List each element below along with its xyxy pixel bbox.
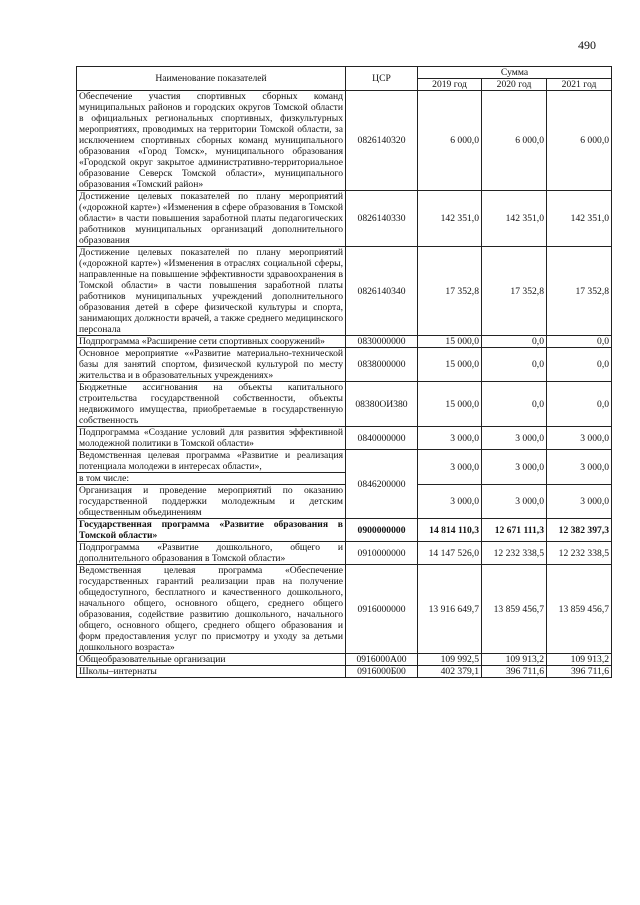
- row-code: 0830000000: [346, 336, 418, 348]
- row-value-2021: 396 711,6: [547, 666, 612, 678]
- row-value-2020: 396 711,6: [482, 666, 547, 678]
- table-row: [77, 565, 612, 654]
- row-name: Подпрограмма «Развитие дошкольного, общего и дополнительного образования в Томской области»: [77, 542, 346, 565]
- row-name: Организация и проведение мероприятий по оказанию государственной поддержки молодежным и детским общественным объединениям: [77, 485, 346, 519]
- row-value-2020: 12 671 111,3: [482, 519, 547, 542]
- row-value-2020: 17 352,8: [482, 247, 547, 336]
- row-value-2020: 13 859 456,7: [482, 565, 547, 654]
- page-number: 490: [578, 38, 596, 52]
- row-name: Обеспечение участия спортивных сборных команд муниципальных районов и городских округов Томской области в официальных региональных спортивных, физкультурных мероприятиях, проводимых на территории Томской области, за исключением спортивных сборных команд муниципального образования «Город Томск», муниципального образования «Городской округ закрытое административно-территориальное образование Северск Томской области», муниципального образования «Томский район»: [77, 91, 346, 191]
- row-value-2021: 0,0: [547, 348, 612, 382]
- row-value-2020: 6 000,0: [482, 91, 547, 191]
- row-value-2019: 14 814 110,3: [418, 519, 482, 542]
- row-value-2021: 12 232 338,5: [547, 542, 612, 565]
- row-value-2019: 14 147 526,0: [418, 542, 482, 565]
- row-code: 0916000000: [346, 565, 418, 654]
- row-name: Достижение целевых показателей по плану мероприятий («дорожной карте») «Изменения в сфере образования в Томской области» в части повышения заработной платы педагогических работников муниципальных организаций дополнительного образования: [77, 191, 346, 247]
- row-value-2021: 12 382 397,3: [547, 519, 612, 542]
- row-value-2019: 17 352,8: [418, 247, 482, 336]
- row-value-2021: 3 000,0: [547, 485, 612, 519]
- row-code: 0826140320: [346, 91, 418, 191]
- row-code: 0826140330: [346, 191, 418, 247]
- row-name: Школы–интернаты: [77, 666, 346, 678]
- row-code: 0910000000: [346, 542, 418, 565]
- row-value-2021: 142 351,0: [547, 191, 612, 247]
- row-code: 0900000000: [346, 519, 418, 542]
- row-name: Достижение целевых показателей по плану мероприятий («дорожной карте») «Изменения в отраслях социальной сферы, направленные на повышение эффективности здравоохранения в Томской области» в части повышения заработной платы работников муниципальных учреждений дополнительного образования детей в сфере физической культуры и спорта, занимающих должности врачей, а также среднего медицинского персонала: [77, 247, 346, 336]
- row-value-2020: 0,0: [482, 348, 547, 382]
- row-value-2021: 3 000,0: [547, 450, 612, 485]
- row-value-2019: 6 000,0: [418, 91, 482, 191]
- row-sublabel: в том числе:: [77, 473, 346, 485]
- row-value-2021: 6 000,0: [547, 91, 612, 191]
- table-row: [77, 666, 612, 678]
- table-row: [77, 191, 612, 247]
- header-year-2021: 2021 год: [547, 79, 612, 91]
- row-name: Подпрограмма «Расширение сети спортивных сооружений»: [77, 336, 346, 348]
- row-value-2021: 109 913,2: [547, 654, 612, 666]
- row-value-2020: 3 000,0: [482, 427, 547, 450]
- row-name: Общеобразовательные организации: [77, 654, 346, 666]
- table-row: [77, 91, 612, 191]
- row-name: Ведомственная целевая программа «Обеспечение государственных гарантий реализации прав на получение общедоступного, бесплатного и качественного дошкольного, начального общего, основного общего, среднего общего образования, содействие развитию дошкольного, начального общего, основного общего, среднего общего образования и форм предоставления услуг по присмотру и уходу за детьми дошкольного возраста»: [77, 565, 346, 654]
- row-value-2019: 3 000,0: [418, 450, 482, 485]
- row-name: Государственная программа «Развитие образования в Томской области»: [77, 519, 346, 542]
- row-value-2021: 3 000,0: [547, 427, 612, 450]
- table-row: [77, 348, 612, 382]
- row-value-2020: 0,0: [482, 382, 547, 427]
- header-name: Наименование показателей: [77, 67, 346, 91]
- table-row: [77, 427, 612, 450]
- budget-table: [76, 66, 612, 678]
- row-value-2019: 3 000,0: [418, 485, 482, 519]
- row-value-2020: 3 000,0: [482, 450, 547, 485]
- header-code: ЦСР: [346, 67, 418, 91]
- row-value-2020: 0,0: [482, 336, 547, 348]
- header-sum: Сумма: [418, 67, 612, 79]
- row-value-2019: 15 000,0: [418, 336, 482, 348]
- table-row: [77, 382, 612, 427]
- row-name: Подпрограмма «Создание условий для развития эффективной молодежной политики в Томской области»: [77, 427, 346, 450]
- row-value-2019: 13 916 649,7: [418, 565, 482, 654]
- table-row: [77, 519, 612, 542]
- table-row: [77, 247, 612, 336]
- row-name: Ведомственная целевая программа «Развитие и реализация потенциала молодежи в интересах области»,: [77, 450, 346, 473]
- row-code: 0846200000: [346, 450, 418, 519]
- row-value-2019: 15 000,0: [418, 382, 482, 427]
- row-value-2019: 15 000,0: [418, 348, 482, 382]
- row-value-2020: 142 351,0: [482, 191, 547, 247]
- row-value-2020: 109 913,2: [482, 654, 547, 666]
- table-row: [77, 542, 612, 565]
- table-row: [77, 654, 612, 666]
- row-value-2020: 3 000,0: [482, 485, 547, 519]
- row-code: 0916000Б00: [346, 666, 418, 678]
- row-value-2019: 109 992,5: [418, 654, 482, 666]
- row-code: 0840000000: [346, 427, 418, 450]
- table-row: [77, 485, 612, 519]
- row-value-2020: 12 232 338,5: [482, 542, 547, 565]
- row-value-2021: 17 352,8: [547, 247, 612, 336]
- row-value-2019: 3 000,0: [418, 427, 482, 450]
- row-code: 0826140340: [346, 247, 418, 336]
- row-value-2019: 402 379,1: [418, 666, 482, 678]
- table-row: [77, 450, 612, 473]
- row-value-2021: 0,0: [547, 382, 612, 427]
- row-code: 0838000000: [346, 348, 418, 382]
- row-value-2021: 0,0: [547, 336, 612, 348]
- header-year-2020: 2020 год: [482, 79, 547, 91]
- row-value-2021: 13 859 456,7: [547, 565, 612, 654]
- row-name: Бюджетные ассигнования на объекты капитального строительства государственной собственности, объекты недвижимого имущества, приобретаемые в государственную собственность: [77, 382, 346, 427]
- row-code: 08380ОИ380: [346, 382, 418, 427]
- row-value-2019: 142 351,0: [418, 191, 482, 247]
- row-name: Основное мероприятие ««Развитие материально-технической базы для занятий спортом, физической культурой по месту жительства и в образовательных учреждениях»: [77, 348, 346, 382]
- row-code: 0916000А00: [346, 654, 418, 666]
- table-row: [77, 336, 612, 348]
- header-year-2019: 2019 год: [418, 79, 482, 91]
